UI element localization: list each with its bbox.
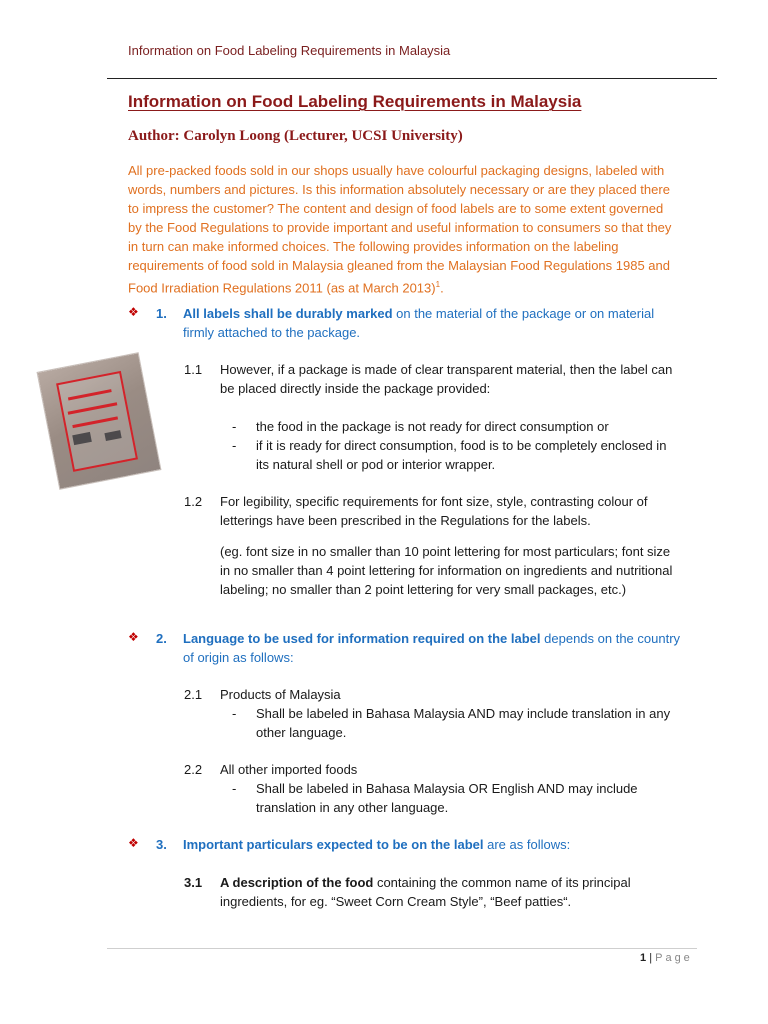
list-item-text: if it is ready for direct consumption, food is to be completely enclosed in its natural shell or pod or interior wrapper. [256, 438, 667, 472]
dash-bullet: - [232, 438, 237, 453]
diamond-bullet-icon: ❖ [128, 305, 139, 319]
section-heading-bold: Language to be used for information required on the label [183, 631, 541, 646]
dash-bullet: - [232, 781, 237, 796]
list-item [222, 704, 682, 742]
section-1 [128, 304, 688, 342]
subsection-number: 2.2 [184, 762, 203, 777]
page-separator: | [649, 952, 653, 964]
section-heading-bold: Important particulars expected to be on the label [183, 837, 484, 852]
footer-divider [107, 948, 697, 949]
section-number: 2. [156, 631, 167, 646]
subsection-number: 1.1 [184, 362, 203, 377]
document-title: Information on Food Labeling Requirements in Malaysia [128, 92, 582, 111]
page-footer [640, 952, 693, 964]
subsection-text [220, 873, 684, 911]
subsection-number: 3.1 [184, 875, 203, 890]
subsection-text: For legibility, specific requirements for font size, style, contrasting colour of letterings have been prescribed in the Regulations for the labels. [220, 494, 648, 528]
font-size-note: (eg. font size in no smaller than 10 point lettering for most particulars; font size in no smaller than 4 point lettering for information on ingredients and nutritional labeling; no smaller than 2 point lettering for very small packages, etc.) [220, 544, 673, 597]
intro-paragraph [128, 161, 680, 297]
diamond-bullet-icon: ❖ [128, 630, 139, 644]
running-header: Information on Food Labeling Requirements in Malaysia [128, 43, 451, 58]
section-heading-rest: depends on the country of origin as follows: [183, 631, 681, 665]
subsection-2-1 [184, 685, 684, 704]
list-item-text: Shall be labeled in Bahasa Malaysia OR English AND may include translation in any other language. [256, 781, 638, 815]
intro-end: . [440, 280, 444, 296]
section-3 [128, 835, 688, 854]
footnote-ref: 1 [435, 280, 441, 289]
section-number: 3. [156, 837, 167, 852]
subsection-bold: A description of the food [220, 875, 374, 890]
subsection-text: Products of Malaysia [220, 687, 341, 702]
list-item [222, 779, 682, 817]
section-2 [128, 629, 688, 667]
diamond-bullet-icon: ❖ [128, 836, 139, 850]
section-number: 1. [156, 306, 167, 321]
page-number: 1 [640, 952, 647, 964]
section-heading [183, 304, 688, 342]
package-photo [38, 353, 161, 488]
page-word: Page [655, 952, 693, 964]
section-heading-rest: on the material of the package or on material firmly attached to the package. [183, 306, 655, 340]
subsection-number: 2.1 [184, 687, 203, 702]
list-item-text: Shall be labeled in Bahasa Malaysia AND may include translation in any other language. [256, 706, 671, 740]
subsection-rest: containing the common name of its principal ingredients, for eg. “Sweet Corn Cream Style”, “Beef patties“. [220, 875, 631, 909]
subsection-text: However, if a package is made of clear transparent material, then the label can be placed directly inside the package provided: [220, 362, 673, 396]
list-item-text: the food in the package is not ready for direct consumption or [256, 419, 609, 434]
subsection-1-1 [184, 360, 684, 398]
dash-bullet: - [232, 706, 237, 721]
subsection-number: 1.2 [184, 494, 203, 509]
list-item [222, 417, 682, 436]
section-heading-bold: All labels shall be durably marked [183, 306, 393, 321]
subsection-3-1 [184, 873, 684, 911]
subsection-text: All other imported foods [220, 762, 358, 777]
header-divider [107, 78, 717, 79]
section-heading [183, 629, 688, 667]
section-heading [183, 835, 688, 854]
subsection-1-2 [184, 492, 684, 530]
section-heading-rest: are as follows: [483, 837, 571, 852]
dash-bullet: - [232, 419, 237, 434]
list-item [222, 436, 682, 474]
subsection-2-2 [184, 760, 684, 779]
intro-text: All pre-packed foods sold in our shops usually have colourful packaging designs, labeled with words, numbers and pictures. Is this information absolutely necessary or are they placed there to impress the customer? The content and design of food labels are to some extent governed by the Food Regulations to provide important and useful information to consumers so that they in turn can make informed choices. The following provides information on the labeling requirements of food sold in Malaysia gleaned from the Malaysian Food Regulations 1985 and Food Irradiation Regulations 2011 (as at March 2013) [128, 163, 672, 296]
author-line: Author: Carolyn Loong (Lecturer, UCSI University) [128, 128, 463, 144]
